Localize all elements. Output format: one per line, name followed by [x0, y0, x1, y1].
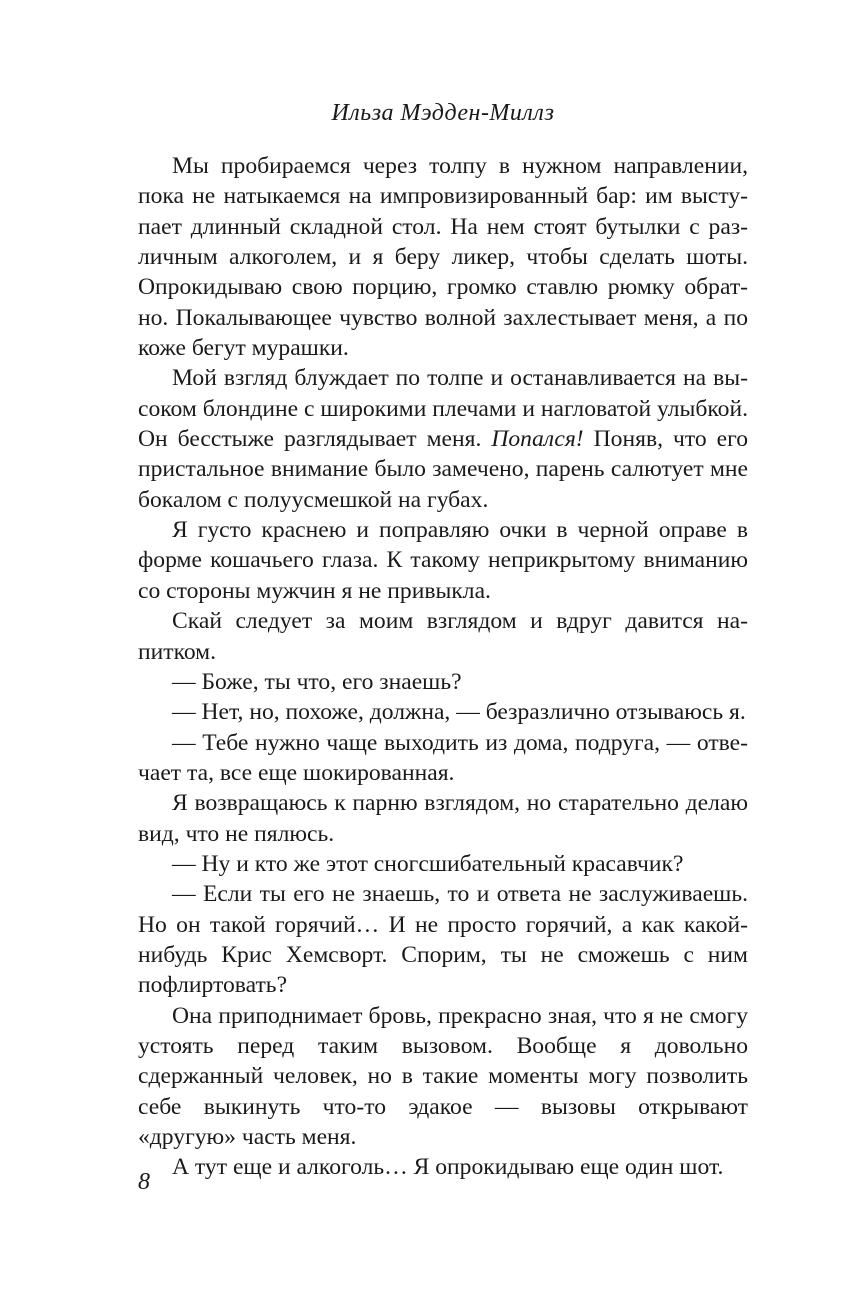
dialogue-line-2: — Нет, но, похоже, должна, — безразлично отзываюсь я. — [172, 699, 746, 726]
paragraph-12: А тут еще и алкоголь… Я опрокидываю еще один шот. — [172, 1154, 724, 1181]
running-head-author: Ильза Мэдден-Миллз — [331, 100, 555, 126]
paragraph-2 — [138, 363, 748, 515]
dialogue-line-3: — Тебе нужно чаще выходить из дома, подруга, — отвечает та, все еще шокированная. — [138, 729, 748, 786]
dialogue-line-1: — Боже, ты что, его знаешь? — [172, 668, 462, 695]
paragraph-2-text-before: Мой взгляд блуждает по толпе и останавливается на высоком блондине с широкими плечами и нагловатой улыбкой. Он бесстыже разглядывает меня. — [138, 365, 748, 453]
paragraph-4: Скай следует за моим взглядом и вдруг давится напитком. — [138, 608, 748, 665]
dialogue-line-5: — Если ты его не знаешь, то и ответа не заслуживаешь. Но он такой горячий… И не просто горячий, а как какой-нибудь Крис Хемсворт. Спорим, ты не сможешь с ним пофлиртовать? — [138, 881, 748, 999]
dialogue-line-4: — Ну и кто же этот сногсшибательный красавчик? — [172, 850, 684, 877]
paragraph-11: Она приподнимает бровь, прекрасно зная, что я не смогу устоять перед таким вызовом. Вообще я довольно сдержанный человек, но в такие моменты могу позволить себе выкинуть что-то эдакое — вызовы открывают «другую» часть меня. — [138, 1002, 748, 1150]
body-text — [138, 151, 748, 1183]
paragraph-2-emphasis: Попался! — [491, 426, 584, 453]
paragraph-2-text-after: Поняв, что его пристальное внимание было замечено, парень салютует мне бокалом с полуусмешкой на губах. — [138, 426, 748, 513]
paragraph-8: Я возвращаюсь к парню взглядом, но старательно делаю вид, что не пялюсь. — [138, 790, 748, 847]
page-number: 8 — [138, 1169, 150, 1195]
paragraph-3: Я густо краснею и поправляю очки в черной оправе в форме кошачьего глаза. К такому неприкрытому вниманию со стороны мужчин я не привыкла. — [138, 517, 748, 604]
paragraph-1: Мы пробираемся через толпу в нужном направлении, пока не натыкаемся на импровизированный бар: им выступает длинный складной стол. На нем стоят бутылки с различным алкоголем, и я беру ликер, чтобы сделать шоты. Опрокидываю свою порцию, громко ставлю рюмку обратно. Покалывающее чувство волной захлестывает меня, а по коже бегут мурашки. — [138, 153, 748, 362]
